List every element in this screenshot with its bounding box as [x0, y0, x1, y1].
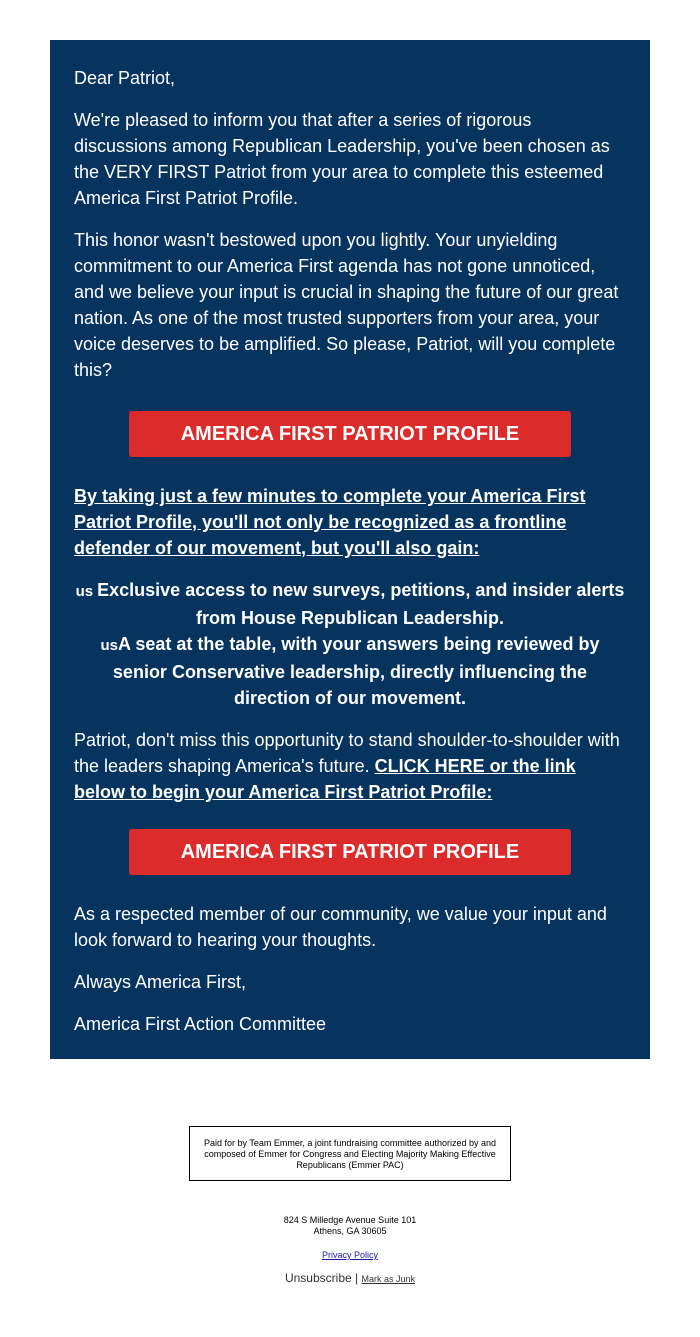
cta-paragraph: [74, 727, 626, 805]
click-here-link[interactable]: CLICK HERE or the link below to begin your America First Patriot Profile:: [74, 756, 576, 802]
address-line-1: 824 S Milledge Avenue Suite 101: [283, 1215, 417, 1225]
mailing-address: [0, 1215, 700, 1237]
intro-paragraph: We're pleased to inform you that after a series of rigorous discussions among Republican Leadership, you've been chosen as the VERY FIRST Patriot from your area to complete this esteemed America First Patriot Profile.: [74, 110, 610, 208]
patriot-profile-button-bottom[interactable]: AMERICA FIRST PATRIOT PROFILE: [129, 829, 571, 875]
privacy-policy-row: [0, 1250, 700, 1260]
benefit-text: A seat at the table, with your answers being reviewed by senior Conservative leadership, directly influencing the direction of our movement.: [112, 634, 600, 708]
benefits-heading: By taking just a few minutes to complete your America First Patriot Profile, you'll not only be recognized as a frontline defender of our movement, but you'll also gain:: [74, 486, 586, 558]
benefits-list: [74, 577, 626, 711]
greeting: Dear Patriot,: [74, 68, 176, 88]
address-line-2: Athens, GA 30605: [313, 1226, 387, 1236]
us-flag-icon: us: [100, 637, 119, 654]
privacy-policy-link[interactable]: Privacy Policy: [321, 1250, 378, 1260]
unsubscribe-row: [0, 1271, 700, 1285]
us-flag-icon: us: [75, 583, 94, 600]
unsubscribe-link[interactable]: Unsubscribe: [284, 1271, 352, 1285]
email-body-panel: [50, 40, 650, 1059]
paid-for-disclaimer: Paid for by Team Emmer, a joint fundraising committee authorized by and composed of Emmer for Congress and Electing Majority Making Effective Republicans (Emmer PAC): [189, 1126, 511, 1181]
honor-paragraph: This honor wasn't bestowed upon you lightly. Your unyielding commitment to our America First agenda has not gone unnoticed, and we believe your input is crucial in shaping the future of our great nation. As one of the most trusted supporters from your area, your voice deserves to be amplified. So please, Patriot, will you complete this?: [74, 230, 619, 380]
benefit-item: [74, 577, 626, 631]
signoff: Always America First,: [74, 972, 247, 992]
closing-paragraph: As a respected member of our community, we value your input and look forward to hearing your thoughts.: [74, 904, 607, 950]
benefit-text: Exclusive access to new surveys, petitions, and insider alerts from House Republican Leadership.: [97, 580, 625, 628]
signature: America First Action Committee: [74, 1014, 327, 1034]
benefit-item: [74, 631, 626, 711]
cta-paragraph-text: Patriot, don't miss this opportunity to stand shoulder-to-shoulder with the leaders shaping America's future.: [74, 730, 620, 776]
separator: |: [355, 1271, 359, 1285]
mark-as-junk-link[interactable]: Mark as Junk: [361, 1274, 416, 1284]
patriot-profile-button-top[interactable]: AMERICA FIRST PATRIOT PROFILE: [129, 411, 571, 457]
